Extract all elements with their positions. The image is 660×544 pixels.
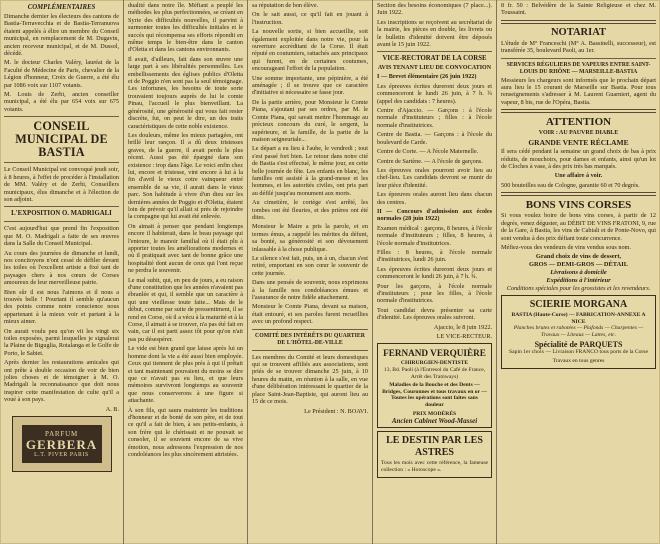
paragraph: Les épreuves orales auront lieu dans chacun des centres. bbox=[377, 191, 492, 206]
paragraph: Conditions spéciales pour les grossistes et les revendeurs. bbox=[506, 284, 651, 292]
paragraph: M. Louis de Zerbi, ancien conseiller municipal, a été élu par 654 voix sur 675 votants. bbox=[4, 91, 119, 113]
column-5 bbox=[497, 0, 660, 544]
paragraph: Centre de Corte. — A l'école Maternelle. bbox=[377, 148, 479, 156]
gerbera-logo bbox=[22, 425, 102, 463]
dentist-cabinet: Ancien Cabinet Wood-Massei bbox=[391, 417, 478, 426]
divider bbox=[4, 206, 119, 207]
services-title: SERVICES RÉGULIERS DE VAPEURS ENTRE SAINT-LOUIS DU RHÔNE — MARSEILLE-BASTIA bbox=[506, 61, 651, 75]
exposition-title: L'EXPOSITION O. MADRIGALI bbox=[11, 210, 112, 218]
paragraph: Centre d'Ajaccio. — Garçons : à l'école normale d'instituteurs ; filles : à l'école normale d'institutrices. bbox=[377, 107, 492, 129]
paragraph: Section des besoins économiques (7 place...). Juin 1922. bbox=[377, 2, 492, 17]
column-4 bbox=[373, 0, 496, 544]
astrology-advertisement bbox=[377, 431, 492, 478]
paragraph: Une somme importante, une pépinière, a été aménagée ; il se trouve que ce caractère d'initiative si nécessaire se fasse jour. bbox=[252, 74, 368, 97]
wine-line: Expéditions à l'intérieur bbox=[546, 276, 611, 284]
column-1-header: COMPLÉMENTAIRES bbox=[27, 4, 96, 11]
paragraph: Le vide est bien grand que laisse après lui un homme dont la vie a été aussi bien employée. Ceux qui tiennent de plus près à qui il prêtait et tant maintenant pouvaient du moins se dire que ce n'avait pas eu lieu, et que leurs mémoires survivront longtemps au souvenir que nous conserverons à une figure si attachante. bbox=[128, 345, 243, 405]
dentist-advertisement bbox=[377, 343, 492, 428]
parquets-title: Spécialité de PARQUETS bbox=[534, 340, 623, 350]
wine-line: Grand choix de vins de dessert, bbox=[535, 253, 622, 261]
sawmill-list: Planches brutes et rabotées — Plafonds — Charpentes — Travaux — Liteaux — Lattes, etc. bbox=[513, 325, 644, 338]
paragraph: Les épreuves écrites dureront deux jours et commenceront le lundi 26 juin, à 7 h. ¾. bbox=[377, 265, 492, 281]
attention-subtitle: VOIR : AU PAUVRE DIABLE bbox=[538, 130, 619, 137]
divider bbox=[252, 350, 368, 351]
paragraph: Les membres du Comité et leurs domestiques qui se trouvent affiliés aux associations, sont priés de se trouver dimanche 25 juin, à 10 heures du matin, en réunion à la salle, en vue d'une délibération intéressant le quartier de la place Saint-Jean-Baptiste, qui auront lieu au 15 de ce mois. bbox=[252, 353, 368, 406]
divider bbox=[252, 329, 368, 330]
paragraph: Dans une pensée de souvenir, nous exprimons à la famille nos condoléances émues et l'assurance de notre fidèle attachement. bbox=[252, 279, 368, 302]
paragraph: Méfiez-vous des vendeurs de vins vendus sous nom. bbox=[501, 243, 631, 251]
paragraph: L'étude de M° Franceschi (M° A. Bassinelli, successeur), est transférée 35, boulevard Paoli, au 1er. bbox=[501, 39, 656, 55]
paragraph: Filles : 8 heures, à l'école normale d'institutrices, lundi 26 juin. bbox=[377, 248, 492, 264]
paragraph: 500 bouteilles eau de Cologne, garantie 60 et 70 degrés. bbox=[501, 181, 640, 189]
wine-title: BONS VINS CORSES bbox=[525, 199, 632, 212]
sawmill-advertisement bbox=[501, 295, 656, 370]
paragraph: Pour les garçons, à l'école normale d'instituteurs ; pour les filles, à l'école normale d'institutrices. bbox=[377, 282, 492, 305]
signature: Le Président : N. BOAVI. bbox=[304, 407, 368, 415]
paragraph: Tout candidat devra présenter sa carte d'identité. Les épreuves orales suivront. bbox=[377, 306, 492, 322]
ad-maker: L.T. PIVER PARIS bbox=[34, 451, 89, 458]
parquets-subtitle-2: Travaux en tous genres bbox=[552, 357, 605, 364]
paragraph: Une affaire à voir. bbox=[554, 172, 603, 180]
paragraph: Après dernier les restaurations amicales qui ont prête à double occasion de voir de bien jolies choses et de témoigner à M. O. Madrigali la reconnaissance que doit nous inspirer cette manifestation de culte qu'il a voué à son pays. bbox=[4, 359, 119, 404]
parquets-subtitle: Sapin 1er choix — Livraison FRANCO tous ports de la Corse bbox=[509, 349, 648, 356]
section-title: II — Concours d'admission aux écoles normales (28 juin 1922) bbox=[377, 207, 492, 223]
paragraph: Bien sûr il est nous l'aimons et il nous a trouvés belle ! Pourtant il semble qu'aucun des points comme notre conscience nous appartenant à la mieux voir et partant à la mieux aimer. bbox=[4, 288, 119, 326]
paragraph: On le sait aussi, ce qu'il fait en jouant à l'instruction. bbox=[252, 11, 368, 26]
section-title: I — Brevet élémentaire (26 juin 1922) bbox=[377, 73, 477, 81]
notariat-title: NOTARIAT bbox=[550, 26, 607, 38]
sawmill-subtitle: BASTIA (Haute-Corse) — FABRICATION-ANNEXE A NICE bbox=[511, 311, 646, 325]
paragraph: Les douleurs, même les mieux partagées, ont brillé leur rançon. Il a dû deux tristesses graves, de la guerre, il avait perdu le plus récent. Aussi pas été épargné dans son existence : trop dans l'âge. Le voici enfin chez lui, encore et tristesse, vint encore à lui à la fin d'avril le vieux cotre vainqueur entré ensemble de sa vie, il aurait dans le vieux parc. Son habitude à vivre d'un dieu sur les dernières années de Poggio et d'Oletta, étaient loin de prévoir qu'il allait si près de rejoindre la compagne qui lui avait été enlevée. bbox=[128, 131, 243, 221]
paragraph: sa réputation de bon élève. bbox=[252, 2, 319, 9]
comite-title: COMITÉ DES INTÉRÊTS DU QUARTIER DE L'HÔTEL-DE-VILLE bbox=[255, 332, 365, 346]
divider bbox=[501, 20, 656, 24]
paragraph: La nouvelle sortie, si bien accueillie, soit également exploitée dans notre vie, pour la ouverture accréditant de la Corse. Il était réputé en coutumiers, rattachés aux principaux qui furent, en de certaines coutumes, encourageant l'effort de la population. bbox=[252, 28, 368, 73]
vice-rectorat-title: VICE-RECTORAT DE LA CORSE bbox=[382, 55, 487, 63]
paragraph: Il avait, d'ailleurs, fait dans son œuvre une large part à ses libéralités personnelles. Les embellissements des églises publics d'Oletta et de Poggio n'en sont pas la seul témoignage. Les infortunes, les besoins de toute sorte trouvaient toujours auprès de lui le comte Pinau, l'accueil le plus bienveillant. La générosité, une générosité qui vous fait rester discrète, fut, on peut le dire, un des traits caractéristiques de cette noble existence. bbox=[128, 55, 243, 130]
dentist-name: FERNAND VERQUIÈRE bbox=[383, 348, 486, 359]
attention-title: ATTENTION bbox=[545, 116, 612, 129]
paragraph: De la partie arrière, pour Monsieur le Comte Piana, s'ajoutant par ses ordres, par M. le Comte Piana, qui savait mettre l'hommage au précieux concours du curé, le sergent, la supérieure, et la famille, de la partie de la maison seigneuriale... bbox=[252, 98, 368, 143]
divider bbox=[4, 162, 119, 163]
divider bbox=[377, 51, 492, 52]
ad-line-1: PARFUM bbox=[45, 429, 78, 438]
date-line: Ajaccio, le 8 juin 1922. bbox=[433, 323, 492, 331]
divider bbox=[501, 109, 656, 113]
dentist-prices: PRIX MODÉRÉS bbox=[412, 410, 457, 417]
council-title: CONSEIL MUNICIPAL DE BASTIA bbox=[15, 119, 108, 160]
column-2 bbox=[124, 0, 247, 544]
paragraph: Le silence s'est fait, puis, un à un, chacun s'est retiré, emportant en son cœur le souvenir de cette journée. bbox=[252, 255, 368, 277]
dentist-services: Maladies de la Bouche et des Dents — Bridges, Couronnes et tous travaux en or — Toutes les opérations sont faites sans douleur bbox=[382, 382, 487, 408]
signature: A. B. bbox=[105, 405, 119, 413]
paragraph: M. le docteur Charles Valéry, lauréat de la Faculté de Médecine de Paris, chevalier de la Légion d'honneur, Croix de Guerre, a été élu par 1086 voix sur 1107 votants. bbox=[4, 59, 119, 89]
paragraph: C'est aujourd'hui que prend fin l'exposition que M. O. Madrigali a faite de ses œuvres dans la Salle du Conseil Municipal. bbox=[4, 225, 119, 248]
column-3 bbox=[248, 0, 372, 544]
signature: LE VICE-RECTEUR. bbox=[436, 333, 492, 341]
paragraph: 8 fr. 50 : Belvédère de la Sainte Religieuse et chez M. Toussaint. bbox=[501, 2, 656, 17]
paragraph: Le mal subit, qui, en peu de jours, a eu raison d'une constitution que les années n'avaient pas ébranlée et qui, il semble que un caractère à qui une vieillesse toute faite... Mais de le début, comme par suite de pressentiment, il se rend en Corse, où il a vécu à la maturité et à la Corse, il aimait à se trouver, n'a pas été fait en vain, car il est parti assez tôt pour qu'on n'ait pas pu désespérer. bbox=[128, 276, 243, 343]
paragraph: On aimait à penser que pendant longtemps encore il habiterait, dans le beau paysage qui l'entoure, le manoir familial où il était plu à apporter toutes les améliorations modernes et où il pratiquait avec tant de bonne grâce une hospitalité dont aucun de ceux qui l'ont reçue ne perdra le souvenir. bbox=[128, 222, 243, 275]
paragraph: Examen médical : garçons, 8 heures, à l'école normale d'instituteurs ; filles, 8 heures, à l'école normale d'institutrices. bbox=[377, 224, 492, 247]
paragraph: Les épreuves écrites dureront deux jours et commenceront le lundi 26 juin, à 7 h. ¾ (appel des candidats : 7 heures). bbox=[377, 82, 492, 105]
dentist-address: 13, Bd. Paoli (à l'Entresol du Café de France, Arrêt des Tramways) bbox=[383, 367, 486, 380]
dentist-title: CHIRURGIEN-DENTISTE bbox=[400, 360, 469, 367]
paragraph: Au cimetière, le cortège s'est arrêté, les tombes ont été fleuries, et des prières ont été dites. bbox=[252, 199, 368, 221]
paragraph: Au cours des journées de dimanche et lundi, nos concitoyens n'ont cessé de défiler devant les toiles où l'excellent artiste a fixé tant de paysages chers à nos cœurs de Corses amoureux de leur merveilleuse patrie. bbox=[4, 249, 119, 287]
wine-line: Livraisons à domicile bbox=[550, 268, 607, 276]
astrology-subtitle: Tous les mois avec cette référence, la fameuse collection : « Horoscope ». bbox=[381, 460, 488, 473]
divider bbox=[501, 58, 656, 59]
paragraph: Si vous voulez boire de bons vins corses, à partir de 12 degrés, venez déguster, au DÉBIT DE VINS FRATONI, 9, rue de la Gare, à Bastia, les vins de Cabiali et de Ponte-Novo, qui sont vendus à des prix défiant toute concurrence. bbox=[501, 212, 656, 242]
paragraph: Le départ a eu lieu à l'aube, le vendredi ; tout s'est passé fort bien. Le retour dans notre cité de Bastia s'est effectué, le même jour, en cette belle journée de fête. Les enfants en blanc, les familles ont assisté à la grand-messe et les hommes, et les autorités civiles, ont pris part au défilé jusqu'au monument aux morts. bbox=[252, 145, 368, 197]
column-1 bbox=[0, 0, 123, 544]
avis-title: AVIS TENANT LIEU DE CONVOCATION bbox=[377, 65, 492, 72]
perfume-advertisement bbox=[12, 416, 112, 472]
paragraph: Centre de Sartène. — A l'école de garçons. bbox=[377, 157, 483, 165]
paragraph: Monsieur le Maire a pris la parole, et en termes émus, a rappelé les mérites du défunt, sa bonté, sa générosité et son dévouement inlassable à la chose publique. bbox=[252, 223, 368, 253]
paragraph: On aurait voulu peu qu'on vit les vingt six toiles exposées, parmi lesquelles je signalerai la Plaine de Biguglia, Rotalanga et le Golfe de Porto, le Sabiet. bbox=[4, 327, 119, 357]
paragraph: Il sera cédé pendant la semaine un grand choix de bas à prix réduits, de mouchoirs, pour dames et enfants, ainsi qu'un lot de Cloches à vase, à des prix très bas marqués. bbox=[501, 148, 656, 171]
paragraph: Les épreuves orales pourront avoir lieu au chef-lieu. Les candidats devront se munir de leur pièce d'identité. bbox=[377, 166, 492, 189]
paragraph: dualité dans notre île. Méfiant a peuplé les méthodes les plus perfectionnées, se créant en Syrie des difficultés nouvelles, il parvint à surmonter toutes les difficultés initiales et le succès qui récompensa ses efforts répondit en même temps le bien-être dans le canton d'Oletta et dans les cantons environnants. bbox=[128, 2, 243, 54]
paragraph: Les inscriptions se reçoivent au secrétariat de la mairie, les pièces en double, les livrets ou le bulletin d'identité doivent être déposés avant le 15 juin 1922. bbox=[377, 18, 492, 49]
paragraph: Le Conseil Municipal est convoqué jeudi soir, à 8 heures, à l'effet de procéder à l'installation de MM. Valéry et de Zerbi, Conseillers municipaux, élus dimanche et à l'élection de son adjoint. bbox=[4, 166, 119, 203]
paragraph: Messieurs les chargeurs sont informés que le prochain départ aura lieu le 15 courant de Marseille sur Bastia. Pour tous renseignements s'adresser à M. Laurent Guarnieri, agent du vapeur, 8 bis, rue de l'Opéra, Bastia. bbox=[501, 76, 656, 106]
divider bbox=[501, 192, 656, 196]
divider bbox=[4, 116, 119, 117]
paragraph: Dimanche dernier les électeurs des cantons de Bastia-Terravecchia et de Bastia-Terranuova étaient appelés à élire un membre du Conseil municipal, en remplacement de M. Dugavin, ancien receveur municipal, et de M. Dussol, décédé. bbox=[4, 13, 119, 58]
ad-brand: GERBERA bbox=[25, 436, 98, 452]
sawmill-title: SCIERIE MORGANA bbox=[529, 298, 628, 310]
astrology-title: LE DESTIN PAR LES ASTRES bbox=[386, 435, 483, 459]
paragraph: Centre de Bastia. — Garçons : à l'école du boulevard de Carde. bbox=[377, 131, 492, 146]
paragraph: Monsieur le Comte Piana, devant sa maison, était entouré, et ses paroles furent recueillies avec un profond respect. bbox=[252, 303, 368, 326]
sale-title: GRANDE VENTE RÉCLAME bbox=[528, 138, 629, 148]
divider bbox=[4, 221, 119, 222]
paragraph: À son fils, qui saura maintenir les traditions d'honneur et de bonté de son père, et de tout ce qu'il a fait de bien, à ses petits-enfants, à son frère qui le chérissait et ne pouvait se consoler, il se souvient encore de sa vive émotion, nous adressons l'expression de nos condoléances les plus sincèrement attristées. bbox=[128, 406, 243, 458]
wine-line: GROS — DEMI-GROS — DÉTAIL bbox=[529, 261, 628, 269]
